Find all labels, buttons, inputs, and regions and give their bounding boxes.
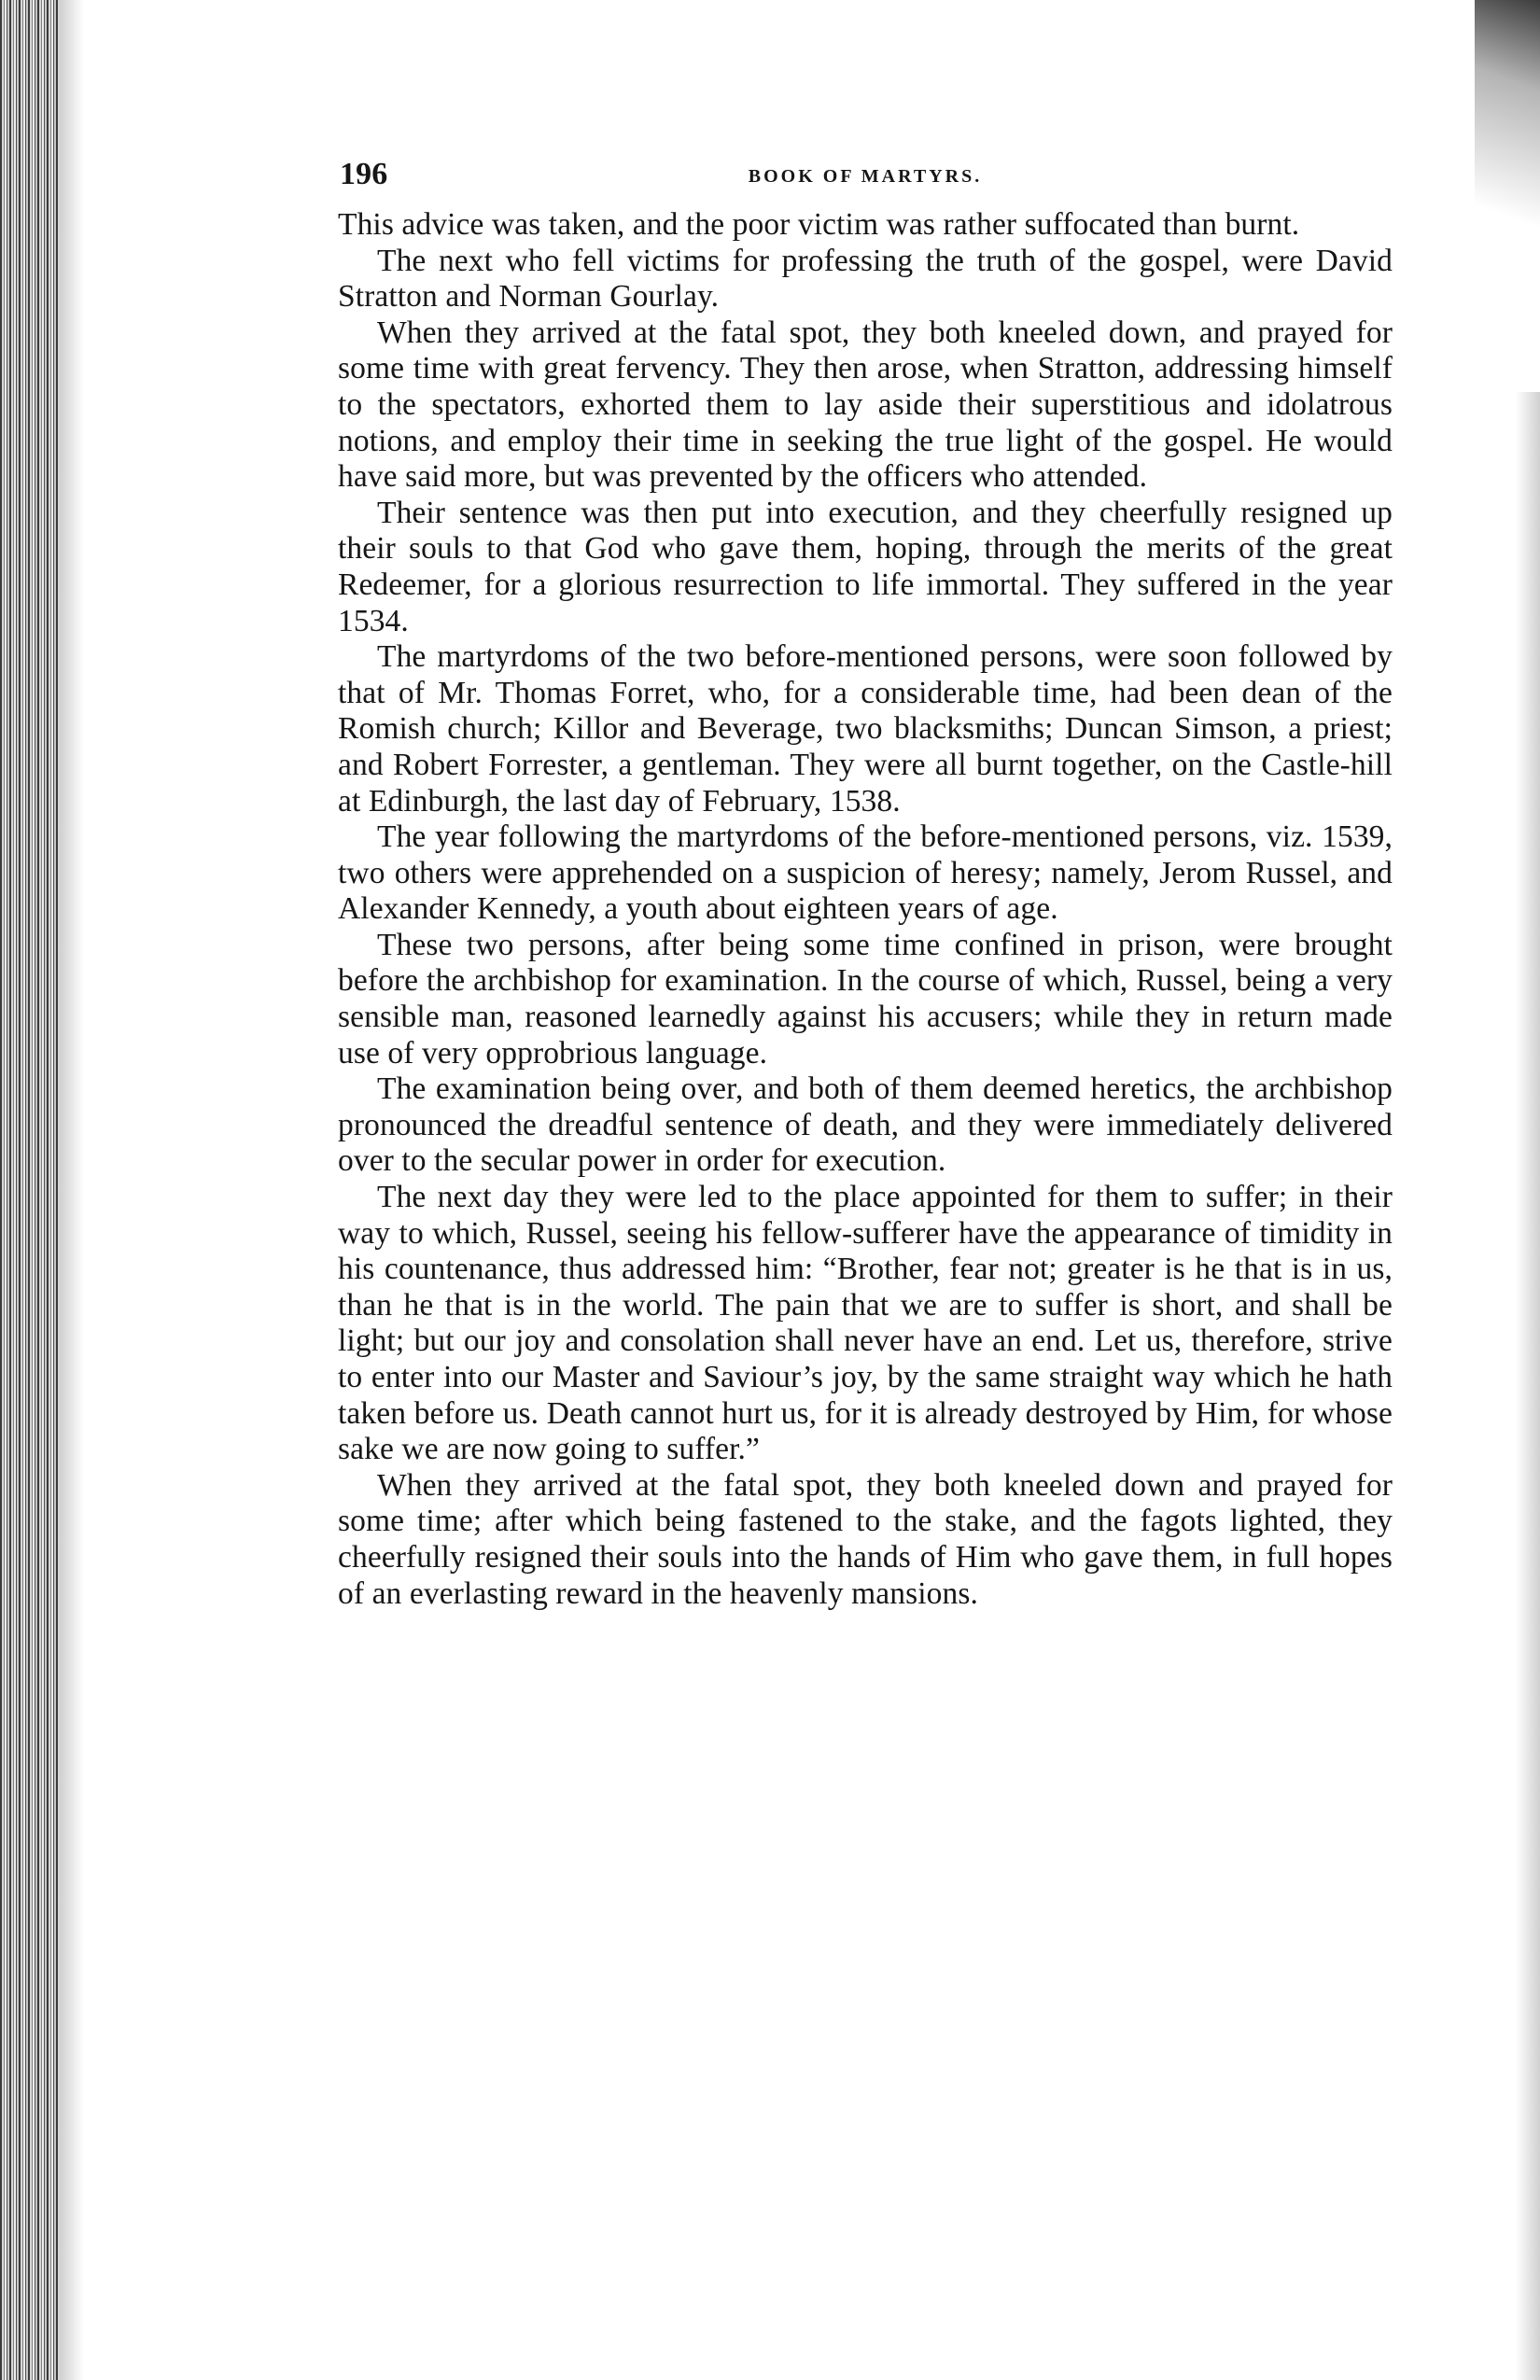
paragraph-5: The martyrdoms of the two before-mentioned persons, were soon followed by that of Mr. Thomas Forret, who, for a considerable time, had been dean of the Romish church; Killor and Beverage, two blacksmiths; Duncan Simson, a priest; and Robert Forrester, a gentleman. They were all burnt together, on the Castle-hill at Edinburgh, the last day of February, 1538. (338, 639, 1393, 819)
paragraph-8: The examination being over, and both of them deemed heretics, the archbishop pronounced the dreadful sentence of death, and they were immediately delivered over to the secular power in order for execution. (338, 1071, 1393, 1179)
gutter-shadow (60, 0, 84, 2380)
paragraph-1: This advice was taken, and the poor victim was rather suffocated than burnt. (338, 207, 1300, 242)
paragraph-6: The year following the martyrdoms of the before-mentioned persons, viz. 1539, two others were apprehended on a suspicion of heresy; namely, Jerom Russel, and Alexander Kennedy, a youth about eighteen years of age. (338, 819, 1393, 927)
running-head (338, 157, 1393, 194)
paragraph-10: When they arrived at the fatal spot, they both kneeled down and prayed for some time; after which being fastened to the stake, and the fagots lighted, they cheerfully resigned their souls into the hands of Him who gave them, in full hopes of an everlasting reward in the heavenly mansions. (338, 1467, 1393, 1611)
right-edge-shadow (1516, 392, 1540, 2380)
paragraph-7: These two persons, after being some time confined in prison, were brought before the archbishop for examination. In the course of which, Russel, being a very sensible man, reasoned learnedly against his accusers; while they in return made use of very opprobrious language. (338, 927, 1393, 1071)
paragraph-3: When they arrived at the fatal spot, they both kneeled down, and prayed for some time with great fervency. They then arose, when Stratton, addressing himself to the spectators, exhorted them to lay aside their superstitious and idolatrous notions, and employ their time in seeking the true light of the gospel. He would have said more, but was prevented by the officers who attended. (338, 315, 1393, 495)
page-text-block (338, 157, 1393, 1612)
page-corner-shadow (1475, 0, 1540, 392)
paragraph-4: Their sentence was then put into execution, and they cheerfully resigned up their souls to that God who gave them, hoping, through the merits of the great Redeemer, for a glorious resurrection to life immortal. They suffered in the year 1534. (338, 495, 1393, 638)
page-number: 196 (340, 157, 388, 191)
running-title: BOOK OF MARTYRS. (748, 166, 983, 187)
paragraph-2: The next who fell victims for professing the truth of the gospel, were David Stratton and Norman Gourlay. (338, 243, 1393, 315)
paragraph-9: The next day they were led to the place appointed for them to suffer; in their way to which, Russel, seeing his fellow-sufferer have the appearance of timidity in his countenance, thus addressed him: “Brother, fear not; greater is he that is in us, than he that is in the world. The pain that we are to suffer is short, and shall be light; but our joy and consolation shall never have an end. Let us, therefore, strive to enter into our Master and Saviour’s joy, by the same straight way which he hath taken before us. Death cannot hurt us, for it is already destroyed by Him, for whose sake we are now going to suffer.” (338, 1180, 1393, 1467)
book-binding-edge (0, 0, 60, 2380)
